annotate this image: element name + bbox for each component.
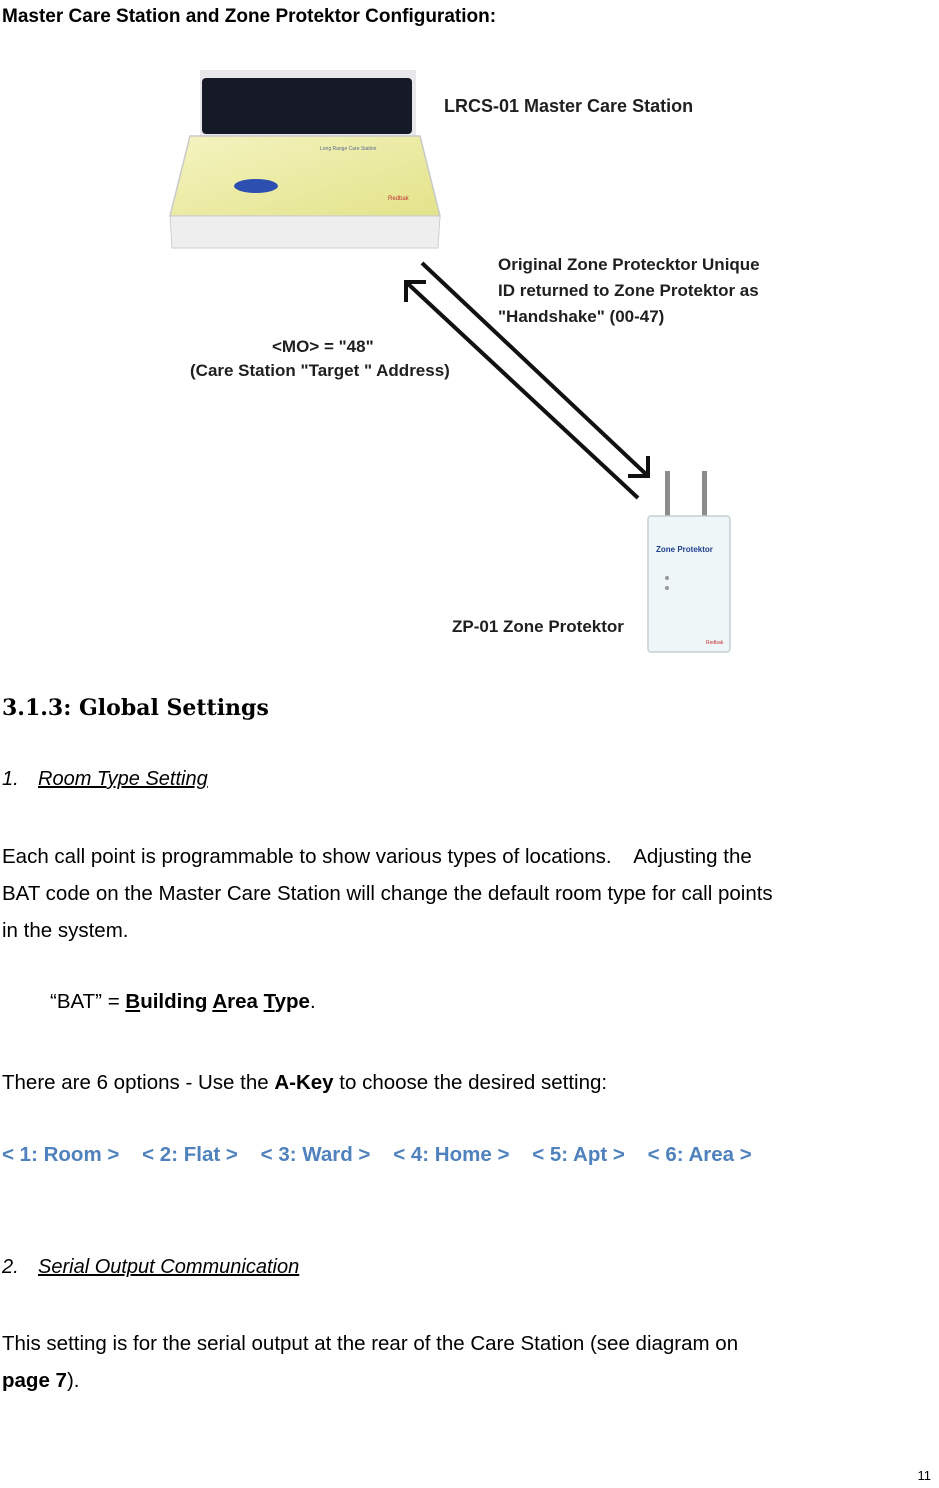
option-apt: < 5: Apt > (532, 1143, 625, 1166)
a-key-text: A-Key (274, 1071, 334, 1094)
item1-title: Room Type Setting (38, 768, 208, 790)
page-number: 11 (917, 1468, 931, 1483)
station-panel-text: Long Range Care Station (320, 146, 377, 152)
configuration-diagram (160, 66, 800, 658)
option-home: < 4: Home > (393, 1143, 510, 1166)
room-type-options (2, 1143, 752, 1167)
item2-paragraph (2, 1325, 939, 1399)
item2-paragraph-line-2 (2, 1362, 939, 1399)
option-room: < 1: Room > (2, 1143, 120, 1166)
bat-letter-a: A (212, 990, 228, 1013)
bat-period: . (309, 990, 316, 1013)
protektor-label: ZP-01 Zone Protektor (452, 617, 624, 636)
bat-word-t-rest: ype (274, 990, 310, 1013)
option-flat: < 2: Flat > (142, 1143, 238, 1166)
zone-protektor-image (648, 471, 730, 652)
handshake-line-2: ID returned to Zone Protektor as (498, 281, 759, 300)
options-intro (2, 1064, 939, 1101)
station-brand-text: Redbak (388, 196, 409, 202)
item2-title: Serial Output Communication (38, 1256, 300, 1278)
page-reference: page 7 (2, 1369, 67, 1392)
station-label: LRCS-01 Master Care Station (444, 96, 694, 116)
handshake-line-1: Original Zone Protecktor Unique (498, 255, 760, 274)
option-ward: < 3: Ward > (260, 1143, 371, 1166)
bat-definition (50, 990, 316, 1014)
item1-paragraph (2, 838, 939, 949)
bat-word-b-rest: uilding (140, 990, 213, 1013)
bat-expansion (125, 990, 310, 1013)
item1-heading (2, 768, 208, 791)
page-heading: Master Care Station and Zone Protektor Configuration: (2, 6, 497, 27)
mo-address-line-1: <MO> = "48" (272, 337, 374, 356)
item2-paragraph-line-1: This setting is for the serial output at the rear of the Care Station (see diagram on (2, 1332, 739, 1355)
master-care-station-image (170, 70, 440, 248)
item2-paragraph-end: ). (66, 1369, 80, 1392)
bat-letter-t: T (263, 990, 275, 1013)
item2-heading (2, 1256, 299, 1279)
item1-number: 1. (2, 768, 19, 790)
handshake-line-3: "Handshake" (00-47) (498, 307, 665, 326)
protektor-brand-text: Redbak (706, 640, 724, 646)
options-intro-pre: There are 6 options - Use the (2, 1071, 275, 1094)
item2-number: 2. (2, 1256, 19, 1278)
item1-paragraph-line-2: BAT code on the Master Care Station will change the default room type for call points (2, 882, 773, 905)
item1-paragraph-line-1: Each call point is programmable to show various types of locations. Adjusting the (2, 845, 752, 868)
mo-address-line-2: (Care Station "Target " Address) (190, 361, 450, 380)
item1-paragraph-line-3: in the system. (2, 919, 129, 942)
bat-prefix: “BAT” = (50, 990, 126, 1013)
protektor-device-text: Zone Protektor (656, 545, 713, 554)
option-area: < 6: Area > (647, 1143, 752, 1166)
section-title: 3.1.3: Global Settings (2, 695, 269, 721)
bat-word-a-rest: rea (227, 990, 264, 1013)
options-intro-post: to choose the desired setting: (333, 1071, 608, 1094)
bat-letter-b: B (125, 990, 141, 1013)
